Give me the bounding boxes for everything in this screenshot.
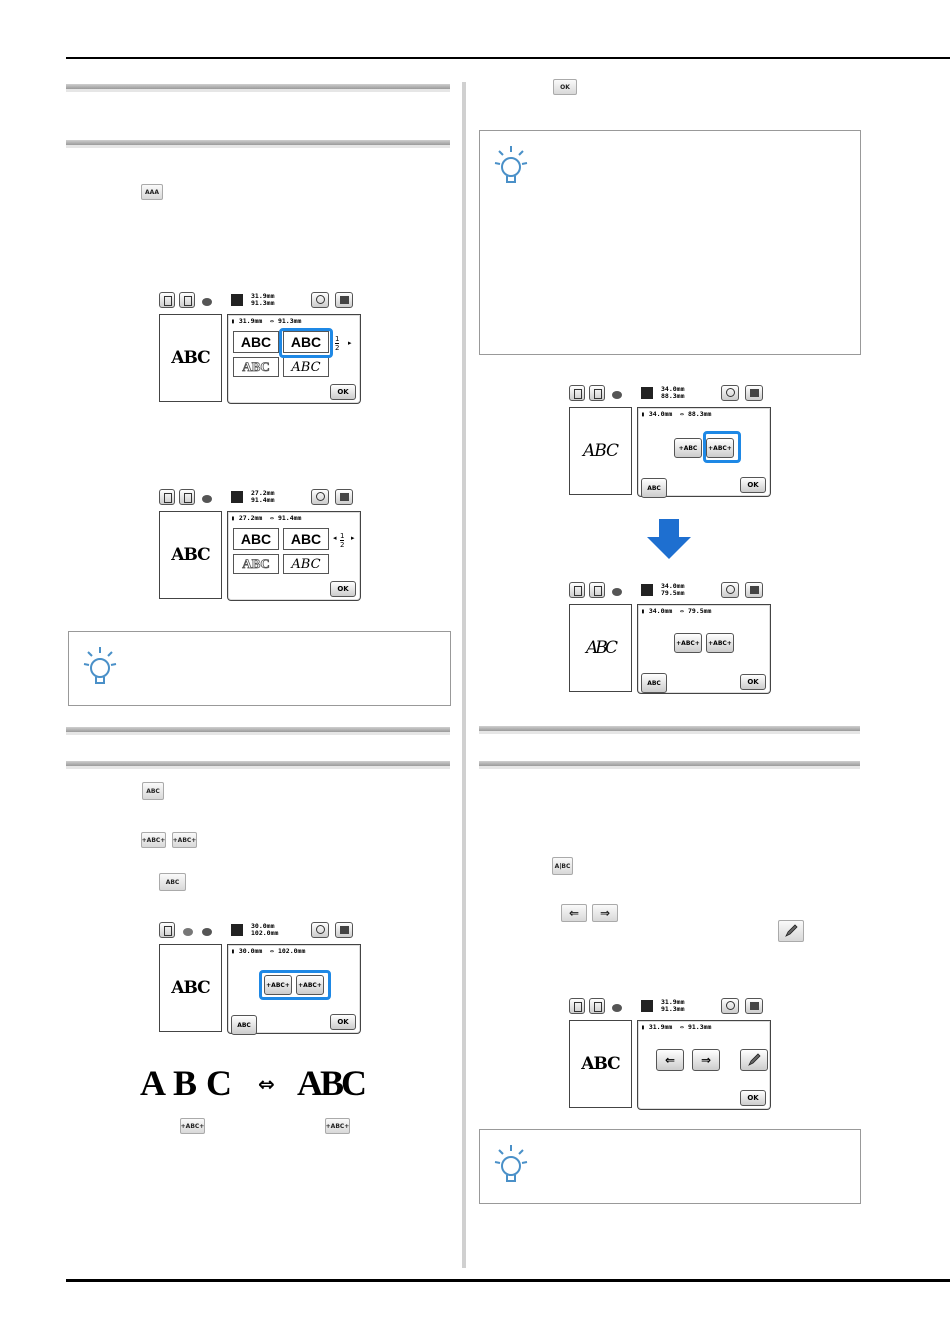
ok-button[interactable]: OK — [740, 477, 766, 493]
font-option-4[interactable]: ABC — [283, 357, 329, 377]
size-readout: 31.9mm 91.3mm — [661, 998, 685, 1013]
down-arrow-icon — [647, 519, 691, 559]
pattern-preview: ABC — [569, 407, 632, 495]
move-right-button[interactable]: ⇒ — [692, 1049, 720, 1071]
dimension-info: ▮ 34.0mm ⇔ 79.5mm — [641, 607, 712, 615]
wide-char-button[interactable]: +ABC+ — [706, 633, 734, 653]
section-bar — [66, 761, 450, 766]
size-readout: 27.2mm 91.4mm — [251, 489, 275, 504]
pattern-preview: ABC — [159, 511, 222, 599]
embroidery-frame-icon[interactable] — [335, 922, 353, 938]
pattern-preview: ABC — [159, 944, 222, 1032]
wide-spacing-icon: +ABC+ — [325, 1118, 350, 1134]
zoom-icon[interactable] — [721, 998, 739, 1014]
narrow-spacing-icon: +ABC+ — [141, 832, 166, 848]
screen-char-spacing-after — [569, 582, 773, 698]
thread-icon — [202, 298, 212, 306]
note-box — [479, 1129, 861, 1204]
narrow-spacing-icon: +ABC+ — [180, 1118, 205, 1134]
embroidery-frame-icon[interactable] — [335, 489, 353, 505]
narrow-char-button[interactable]: +ABC+ — [674, 633, 702, 653]
narrow-spacing-button[interactable]: +ABC+ — [264, 975, 292, 995]
font-option-1[interactable]: ABC — [233, 331, 279, 353]
note-box — [479, 130, 861, 355]
lightbulb-icon — [494, 143, 528, 187]
highlight-box — [279, 328, 333, 358]
page-indicator[interactable]: 1 2 — [335, 335, 340, 352]
prev-page-icon[interactable]: ◂ — [333, 534, 337, 542]
frame-button[interactable] — [179, 489, 195, 505]
zoom-icon[interactable] — [311, 292, 329, 308]
font-option-3[interactable]: ABC — [233, 554, 279, 574]
color-icon — [183, 928, 193, 936]
ok-icon: OK — [553, 79, 577, 95]
abc-button[interactable]: ABC — [231, 1015, 257, 1035]
lightbulb-icon — [494, 1142, 528, 1186]
wide-char-button[interactable]: +ABC+ — [706, 438, 734, 458]
section-bar — [66, 140, 450, 145]
column-separator — [462, 82, 466, 1268]
font-change-icon: AAA — [141, 184, 163, 200]
size-readout: 34.0mm 88.3mm — [661, 385, 685, 400]
pattern-preview: ABC — [159, 314, 222, 402]
section-bar — [479, 761, 860, 766]
zoom-icon[interactable] — [311, 489, 329, 505]
thread-icon — [202, 928, 212, 936]
frame-button[interactable] — [589, 385, 605, 401]
recenter-icon: A|BC — [552, 857, 573, 875]
ok-button[interactable]: OK — [740, 674, 766, 690]
highlight-box — [703, 431, 741, 463]
embroidery-frame-icon[interactable] — [745, 998, 763, 1014]
font-option-4[interactable]: ABC — [283, 554, 329, 574]
ok-button[interactable]: OK — [330, 384, 356, 400]
font-option-2[interactable]: ABC — [283, 528, 329, 550]
layout-button[interactable] — [569, 385, 585, 401]
thread-icon — [612, 391, 622, 399]
edit-panel — [227, 511, 361, 601]
size-readout: 31.9mm 91.3mm — [251, 292, 275, 307]
layout-button[interactable] — [569, 998, 585, 1014]
edit-panel — [637, 1020, 771, 1110]
size-icon — [641, 584, 653, 596]
frame-button[interactable] — [179, 292, 195, 308]
highlight-box — [259, 970, 331, 1000]
spacing-icon: ABC — [142, 782, 164, 800]
arrow-left-icon: ⇐ — [561, 904, 587, 922]
layout-button[interactable] — [159, 292, 175, 308]
screen-char-spacing-before — [569, 385, 773, 501]
zoom-icon[interactable] — [721, 385, 739, 401]
size-icon — [641, 1000, 653, 1012]
size-readout: 30.0mm 102.0mm — [251, 922, 279, 937]
section-bar — [66, 84, 450, 89]
size-icon — [641, 387, 653, 399]
lightbulb-icon — [83, 644, 117, 688]
page-indicator[interactable]: 1 2 — [340, 532, 345, 549]
pattern-preview: ABC — [569, 604, 632, 692]
abc-button[interactable]: ABC — [641, 478, 667, 498]
pen-icon — [778, 920, 804, 942]
layout-button[interactable] — [159, 489, 175, 505]
abc-button[interactable]: ABC — [641, 673, 667, 693]
zoom-icon[interactable] — [721, 582, 739, 598]
size-icon — [231, 924, 243, 936]
dimension-info: ▮ 31.9mm ⇔ 91.3mm — [641, 1023, 712, 1031]
arrow-right-icon: ⇒ — [592, 904, 618, 922]
frame-button[interactable] — [589, 582, 605, 598]
screen-spacing — [159, 922, 363, 1038]
zoom-icon[interactable] — [311, 922, 329, 938]
wide-spacing-icon: +ABC+ — [172, 832, 197, 848]
wide-spacing-button[interactable]: +ABC+ — [296, 975, 324, 995]
embroidery-frame-icon[interactable] — [745, 582, 763, 598]
dimension-info: ▮ 30.0mm ⇔ 102.0mm — [231, 947, 306, 955]
spacing-demo-wide: A B C — [140, 1063, 233, 1103]
size-icon — [231, 491, 243, 503]
double-arrow-icon: ⇔ — [258, 1072, 275, 1096]
section-bar — [479, 726, 860, 731]
font-option-1[interactable]: ABC — [233, 528, 279, 550]
ok-button[interactable]: OK — [330, 1014, 356, 1030]
next-page-icon[interactable]: ▸ — [351, 534, 355, 542]
narrow-char-button[interactable]: +ABC — [674, 438, 702, 458]
thread-icon — [612, 1004, 622, 1012]
edit-panel — [637, 604, 771, 694]
screen-font-select-1 — [159, 292, 363, 408]
screen-font-select-2 — [159, 489, 363, 605]
font-option-2[interactable]: ABC — [283, 331, 329, 353]
note-box — [68, 631, 451, 706]
embroidery-frame-icon[interactable] — [745, 385, 763, 401]
ok-button[interactable]: OK — [740, 1090, 766, 1106]
pen-button[interactable] — [740, 1049, 768, 1071]
layout-button[interactable] — [159, 922, 175, 938]
bottom-rule — [66, 1279, 950, 1282]
size-readout: 34.0mm 79.5mm — [661, 582, 685, 597]
ok-button[interactable]: OK — [330, 581, 356, 597]
font-option-3[interactable]: ABC — [233, 357, 279, 377]
dimension-info: ▮ 27.2mm ⇔ 91.4mm — [231, 514, 302, 522]
layout-button[interactable] — [569, 582, 585, 598]
frame-button[interactable] — [589, 998, 605, 1014]
screen-uneven-text — [569, 998, 773, 1114]
embroidery-frame-icon[interactable] — [335, 292, 353, 308]
top-rule — [66, 57, 950, 59]
thread-icon — [612, 588, 622, 596]
dimension-info: ▮ 34.0mm ⇔ 88.3mm — [641, 410, 712, 418]
next-page-icon[interactable]: ▸ — [348, 339, 352, 347]
spacing-demo-tight: ABC — [297, 1063, 365, 1103]
thread-icon — [202, 495, 212, 503]
size-icon — [231, 294, 243, 306]
abc-icon: ABC — [159, 873, 186, 891]
section-bar — [66, 727, 450, 732]
dimension-info: ▮ 31.9mm ⇔ 91.3mm — [231, 317, 302, 325]
pattern-preview: ABC — [569, 1020, 632, 1108]
move-left-button[interactable]: ⇐ — [656, 1049, 684, 1071]
